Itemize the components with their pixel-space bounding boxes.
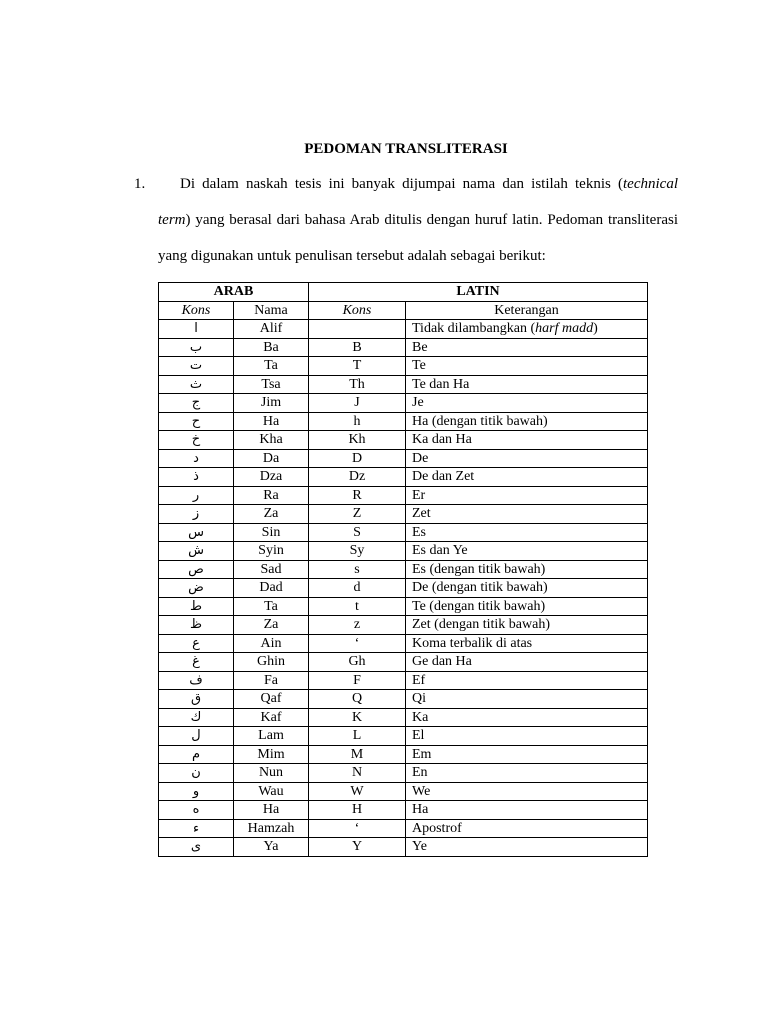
table-row [159,671,648,690]
cell-keterangan: We [406,782,648,801]
table-row [159,653,648,672]
cell-kons-latin: Z [309,505,406,524]
col-header-nama: Nama [234,301,309,320]
cell-nama: Tsa [234,375,309,394]
cell-nama: Nun [234,764,309,783]
paragraph-line-1 [180,175,678,193]
table-body [159,320,648,857]
cell-keterangan: Er [406,486,648,505]
table-row [159,819,648,838]
cell-nama: Ba [234,338,309,357]
cell-arab-letter: ء [159,819,234,838]
table-row [159,764,648,783]
cell-nama: Ha [234,801,309,820]
cell-kons-latin: Kh [309,431,406,450]
paragraph-line-3: yang digunakan untuk penulisan tersebut adalah sebagai berikut: [158,248,546,264]
cell-arab-letter: و [159,782,234,801]
col-header-kons-arab: Kons [159,301,234,320]
table-row [159,597,648,616]
cell-nama: Ghin [234,653,309,672]
cell-nama: Kha [234,431,309,450]
cell-keterangan: Zet [406,505,648,524]
cell-kons-latin: D [309,449,406,468]
cell-keterangan: Ef [406,671,648,690]
table-row [159,616,648,635]
cell-arab-letter: ش [159,542,234,561]
page-title: PEDOMAN TRANSLITERASI [304,141,508,157]
cell-arab-letter: ى [159,838,234,857]
cell-kons-latin: J [309,394,406,413]
paragraph-line-1-italic: technical [623,176,678,192]
cell-nama: Syin [234,542,309,561]
paragraph-line-2-text: ) yang berasal dari bahasa Arab ditulis dengan huruf latin. Pedoman transliterasi [185,212,678,228]
cell-arab-letter: ن [159,764,234,783]
group-header-latin: LATIN [309,283,648,302]
table-row [159,523,648,542]
cell-keterangan: Es [406,523,648,542]
group-header-arab: ARAB [159,283,309,302]
cell-arab-letter: ذ [159,468,234,487]
cell-kons-latin: S [309,523,406,542]
table-row [159,505,648,524]
cell-arab-letter: ب [159,338,234,357]
cell-keterangan: Ge dan Ha [406,653,648,672]
cell-kons-latin: R [309,486,406,505]
cell-keterangan: Ha (dengan titik bawah) [406,412,648,431]
cell-nama: Mim [234,745,309,764]
cell-kons-latin: t [309,597,406,616]
table-row [159,634,648,653]
table-row [159,801,648,820]
table-row [159,486,648,505]
table-row [159,357,648,376]
col-header-kons-latin: Kons [309,301,406,320]
table-row [159,375,648,394]
cell-keterangan: Apostrof [406,819,648,838]
cell-kons-latin: N [309,764,406,783]
table-row [159,838,648,857]
cell-kons-latin: H [309,801,406,820]
cell-nama: Za [234,616,309,635]
table-row [159,745,648,764]
cell-arab-letter: ظ [159,616,234,635]
cell-nama: Fa [234,671,309,690]
cell-nama: Lam [234,727,309,746]
cell-arab-letter: ج [159,394,234,413]
paragraph-line-2 [158,211,678,229]
cell-nama: Ta [234,357,309,376]
cell-kons-latin: B [309,338,406,357]
cell-keterangan: Je [406,394,648,413]
cell-nama: Ta [234,597,309,616]
table-row [159,449,648,468]
cell-keterangan: Zet (dengan titik bawah) [406,616,648,635]
table-row [159,431,648,450]
cell-keterangan: Es (dengan titik bawah) [406,560,648,579]
cell-nama: Jim [234,394,309,413]
cell-keterangan: Te dan Ha [406,375,648,394]
cell-arab-letter: خ [159,431,234,450]
cell-kons-latin: Q [309,690,406,709]
cell-arab-letter: د [159,449,234,468]
cell-arab-letter: م [159,745,234,764]
cell-nama: Ya [234,838,309,857]
cell-nama: Qaf [234,690,309,709]
cell-arab-letter: ز [159,505,234,524]
cell-nama: Za [234,505,309,524]
cell-kons-latin: s [309,560,406,579]
cell-nama: Kaf [234,708,309,727]
cell-keterangan: Be [406,338,648,357]
cell-kons-latin: Dz [309,468,406,487]
cell-nama: Ha [234,412,309,431]
cell-arab-letter: ح [159,412,234,431]
cell-kons-latin: L [309,727,406,746]
table-row [159,412,648,431]
cell-keterangan: El [406,727,648,746]
cell-kons-latin [309,320,406,339]
alif-ket-text: Tidak dilambangkan ( [412,321,536,336]
table-row [159,320,648,339]
table-row [159,690,648,709]
cell-nama: Ain [234,634,309,653]
table-row [159,727,648,746]
cell-kons-latin: h [309,412,406,431]
table-row [159,394,648,413]
cell-nama: Sin [234,523,309,542]
cell-kons-latin: T [309,357,406,376]
cell-nama: Sad [234,560,309,579]
cell-keterangan: Es dan Ye [406,542,648,561]
cell-keterangan: De (dengan titik bawah) [406,579,648,598]
cell-arab-letter: ه [159,801,234,820]
cell-kons-latin: W [309,782,406,801]
cell-keterangan: Ka [406,708,648,727]
table-group-header-row [159,283,648,302]
col-header-keterangan: Keterangan [406,301,648,320]
paragraph-line-1-text: Di dalam naskah tesis ini banyak dijumpai nama dan istilah teknis ( [180,176,624,192]
cell-kons-latin: K [309,708,406,727]
table-row [159,708,648,727]
table-row [159,782,648,801]
cell-arab-letter: ك [159,708,234,727]
cell-nama: Wau [234,782,309,801]
cell-keterangan: Em [406,745,648,764]
cell-keterangan: Te (dengan titik bawah) [406,597,648,616]
cell-nama: Dad [234,579,309,598]
cell-arab-letter: ص [159,560,234,579]
cell-keterangan: De dan Zet [406,468,648,487]
cell-arab-letter: ا [159,320,234,339]
cell-keterangan: Te [406,357,648,376]
cell-arab-letter: ع [159,634,234,653]
table-row [159,468,648,487]
cell-kons-latin: F [309,671,406,690]
cell-kons-latin: Gh [309,653,406,672]
table-row [159,560,648,579]
cell-arab-letter: ر [159,486,234,505]
cell-keterangan: Ka dan Ha [406,431,648,450]
cell-arab-letter: س [159,523,234,542]
cell-arab-letter: ل [159,727,234,746]
cell-keterangan: En [406,764,648,783]
cell-keterangan: De [406,449,648,468]
table-column-header-row [159,301,648,320]
cell-nama: Alif [234,320,309,339]
cell-arab-letter: ق [159,690,234,709]
cell-kons-latin: ‘ [309,634,406,653]
cell-kons-latin: Th [309,375,406,394]
cell-kons-latin: M [309,745,406,764]
table-row [159,579,648,598]
table-row [159,542,648,561]
cell-arab-letter: ض [159,579,234,598]
cell-arab-letter: ف [159,671,234,690]
cell-kons-latin: Y [309,838,406,857]
alif-ket-close: ) [593,321,598,336]
cell-keterangan: Ha [406,801,648,820]
cell-arab-letter: غ [159,653,234,672]
cell-nama: Dza [234,468,309,487]
alif-ket-italic: harf madd [535,321,594,336]
cell-arab-letter: ت [159,357,234,376]
cell-keterangan: Ye [406,838,648,857]
transliteration-table [158,282,648,857]
cell-keterangan [406,320,648,339]
paragraph-line-2-italic: term [158,212,186,228]
paragraph-number: 1. [134,176,146,192]
cell-nama: Ra [234,486,309,505]
cell-keterangan: Koma terbalik di atas [406,634,648,653]
cell-arab-letter: ث [159,375,234,394]
cell-kons-latin: ‘ [309,819,406,838]
cell-keterangan: Qi [406,690,648,709]
cell-arab-letter: ط [159,597,234,616]
cell-kons-latin: Sy [309,542,406,561]
cell-nama: Da [234,449,309,468]
cell-kons-latin: d [309,579,406,598]
cell-kons-latin: z [309,616,406,635]
table-row [159,338,648,357]
cell-nama: Hamzah [234,819,309,838]
